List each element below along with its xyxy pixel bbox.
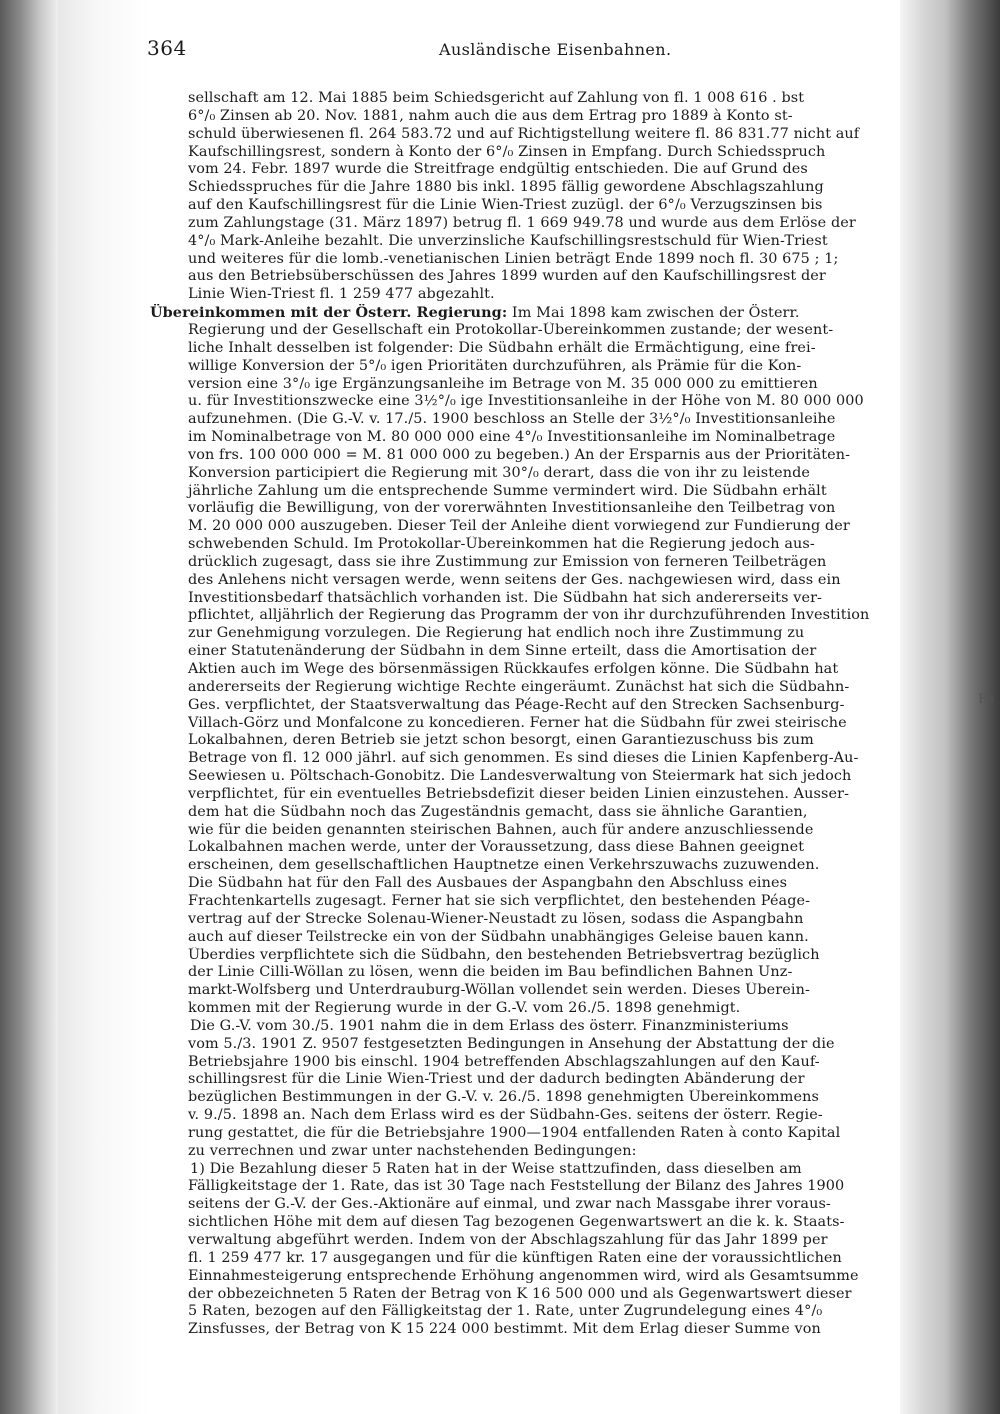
text-line (150, 126, 930, 144)
text-line (150, 875, 930, 893)
text-line (150, 1178, 930, 1196)
line-text: v. 9./5. 1898 an. Nach dem Erlass wird es der Südbahn-Ges. seitens der österr. Regie- (188, 1107, 823, 1124)
line-text: markt-Wolfsberg und Unterdrauburg-Wöllan vollendet sein werden. Dieses Überein- (188, 982, 810, 999)
line-text: Fälligkeitstage der 1. Rate, das ist 30 Tage nach Feststellung der Bilanz des Jahres 1900 (188, 1178, 845, 1195)
text-line (150, 144, 930, 162)
text-line (150, 233, 930, 251)
line-text: schwebenden Schuld. Im Protokollar-Übereinkommen hat die Regierung jedoch aus- (188, 536, 815, 553)
line-text: Betriebsjahre 1900 bis einschl. 1904 betreffenden Abschlagszahlungen auf den Kauf- (188, 1053, 820, 1070)
line-text: jährliche Zahlung um die entsprechende Summe vermindert wird. Die Südbahn erhält (188, 482, 827, 499)
running-title: Ausländische Eisenbahnen. (439, 40, 672, 59)
line-text: erscheinen, dem gesellschaftlichen Hauptnetze einen Verkehrszuwachs zuzuwenden. (188, 857, 820, 874)
line-text: vom 24. Febr. 1897 wurde die Streitfrage endgültig entschieden. Die auf Grund des (188, 161, 808, 178)
line-text: von frs. 100 000 000 = M. 81 000 000 zu begeben.) An der Ersparnis aus der Prioritäten- (188, 446, 851, 463)
text-line (150, 732, 930, 750)
line-text: schillingsrest für die Linie Wien-Triest und der dadurch bedingten Abänderung der (188, 1071, 805, 1088)
line-text: Frachtenkartells zugesagt. Ferner hat sie sich verpflichtet, den bestehenden Péage- (188, 892, 811, 909)
text-line (150, 376, 930, 394)
text-line (150, 1214, 930, 1232)
text-line (150, 483, 930, 501)
text-line (150, 1089, 930, 1107)
text-line (150, 90, 930, 108)
text-line (150, 964, 930, 982)
line-text: Regierung und der Gesellschaft ein Protokollar-Übereinkommen zustande; der wesent- (188, 321, 834, 338)
text-line (150, 429, 930, 447)
line-text: Im Mai 1898 kam zwischen der Österr. (507, 305, 800, 322)
line-text: zum Zahlungstage (31. März 1897) betrug fl. 1 669 949.78 und wurde aus dem Erlöse der (188, 214, 856, 231)
text-line (150, 554, 930, 572)
line-text: kommen mit der Regierung wurde in der G.-V. vom 26./5. 1898 genehmigt. (188, 1000, 741, 1017)
line-text: verwaltung abgeführt werden. Indem von der Abschlagszahlung für das Jahr 1899 per (188, 1232, 828, 1248)
text-line (150, 679, 930, 697)
text-line (150, 1303, 930, 1321)
text-line (150, 625, 930, 643)
line-text: Investitionsbedarf thatsächlich vorhanden ist. Die Südbahn hat sich andererseits ver- (188, 589, 823, 606)
text-line (150, 322, 930, 340)
line-text: sichtlichen Höhe mit dem auf diesen Tag bezogenen Gegenwartswert an die k. k. Staats- (188, 1214, 845, 1231)
text-line (150, 1321, 930, 1339)
text-line (150, 1232, 930, 1250)
line-text: auf den Kaufschillingsrest für die Linie Wien-Triest zuzügl. der 6°/₀ Verzugszinsen bis (188, 197, 823, 214)
line-text: einer Statutenänderung der Südbahn in dem Sinne erteilt, dass die Amortisation der (188, 643, 817, 660)
line-text: schuld überwiesenen fl. 264 583.72 und auf Richtigstellung weitere fl. 86 831.77 nicht auf (188, 125, 860, 142)
scan-paper-edge-left (58, 0, 150, 1414)
text-line (150, 1107, 930, 1125)
text-line (150, 518, 930, 536)
text-line (150, 697, 930, 715)
line-text: Betrage von fl. 12 000 jährl. auf sich genommen. Es sind dieses die Linien Kapfenberg-Au- (188, 750, 859, 767)
text-line (150, 768, 930, 786)
line-text: vertrag auf der Strecke Solenau-Wiener-Neustadt zu lösen, sodass die Aspangbahn (188, 910, 804, 927)
line-text: auch auf dieser Teilstrecke ein von der Südbahn unabhängiges Geleise bauen kann. (188, 928, 809, 945)
text-line (150, 947, 930, 965)
text-line (150, 1125, 930, 1143)
line-text: version eine 3°/₀ ige Ergänzungsanleihe im Betrage von M. 35 000 000 zu emittieren (188, 375, 818, 392)
text-line (150, 572, 930, 590)
line-text: Linie Wien-Triest fl. 1 259 477 abgezahlt. (188, 286, 495, 303)
line-text: Aktien auch im Wege des börsenmässigen Rückkaufes erfolgen könne. Die Südbahn hat (188, 661, 839, 677)
text-line (150, 179, 930, 197)
text-line (150, 750, 930, 768)
text-line (150, 268, 930, 286)
text-line (150, 465, 930, 483)
line-text: dem hat die Südbahn noch das Zugeständnis gemacht, dass sie ähnliche Garantien, (188, 803, 808, 820)
text-line (150, 982, 930, 1000)
text-line (150, 857, 930, 875)
line-text: liche Inhalt desselben ist folgender: Die Südbahn erhält die Ermächtigung, eine frei- (188, 339, 816, 356)
page-number: 364 (147, 36, 187, 60)
line-text: rung gestattet, die für die Betriebsjahre 1900—1904 entfallenden Raten à conto Kapital (188, 1124, 841, 1141)
margin-note: Fe (978, 692, 995, 707)
line-text: Überdies verpflichtete sich die Südbahn, den bestehenden Betriebsvertrag bezüglich (188, 946, 820, 963)
line-text: des Anlehens nicht versagen werde, wenn seitens der Ges. nachgewiesen wird, dass ein (188, 571, 841, 588)
line-text: Die G.-V. vom 30./5. 1901 nahm die in dem Erlass des österr. Finanzministeriums (190, 1017, 789, 1034)
text-line (150, 411, 930, 429)
text-line (150, 161, 930, 179)
line-text: willige Konversion der 5°/₀ igen Prioritäten durchzuführen, als Prämie für die Kon- (188, 357, 802, 374)
line-text: Lokalbahnen, deren Betrieb sie jetzt schon besorgt, einen Garantiezuschuss bis zum (188, 732, 814, 749)
line-text: 6°/₀ Zinsen ab 20. Nov. 1881, nahm auch die aus dem Ertrag pro 1889 à Konto st- (188, 107, 793, 124)
text-line (150, 786, 930, 804)
section-heading: Übereinkommen mit der Österr. Regierung: (150, 304, 508, 322)
text-line (150, 1196, 930, 1214)
text-line (150, 1054, 930, 1072)
line-text: Konversion participiert die Regierung mit 30°/₀ derart, dass die von ihr zu leistende (188, 464, 811, 481)
body-text (150, 90, 930, 1339)
text-line (150, 1036, 930, 1054)
text-line (150, 286, 930, 304)
line-text: aufzunehmen. (Die G.-V. v. 17./5. 1900 beschloss an Stelle der 3½°/₀ Investitionsanleihe (188, 411, 836, 428)
text-line (150, 215, 930, 233)
text-line (150, 929, 930, 947)
line-text: Villach-Görz und Monfalcone zu koncedieren. Ferner hat die Südbahn für zwei steirische (188, 714, 847, 731)
line-text: vorläufig die Bewilligung, von der vorerwähnten Investitionsanleihe den Teilbetrag von (188, 500, 836, 517)
text-line (150, 536, 930, 554)
line-text: 5 Raten, bezogen auf den Fälligkeitstag der 1. Rate, unter Zugrundelegung eines 4°/₀ (188, 1303, 823, 1320)
line-text: der Linie Cilli-Wöllan zu lösen, wenn die beiden im Bau befindlichen Bahnen Unz- (188, 964, 793, 981)
text-line (150, 804, 930, 822)
text-line (150, 643, 930, 661)
line-text: 1) Die Bezahlung dieser 5 Raten hat in der Weise stattzufinden, dass dieselben am (190, 1160, 802, 1177)
line-text: M. 20 000 000 auszugeben. Dieser Teil der Anleihe dient vorwiegend zur Fundierung der (188, 518, 850, 535)
line-text: seitens der G.-V. der Ges.-Aktionäre auf einmal, und zwar nach Massgabe ihrer voraus- (188, 1196, 831, 1213)
line-text: u. für Investitionszwecke eine 3½°/₀ ige Investitionsanleihe in der Höhe von M. 80 000 000 (188, 393, 864, 410)
text-line (150, 715, 930, 733)
line-text: 4°/₀ Mark-Anleihe bezahlt. Die unverzinsliche Kaufschillingsrestschuld für Wien-Triest (188, 232, 828, 249)
text-line (150, 1071, 930, 1089)
line-text: Ges. verpflichtet, der Staatsverwaltung das Péage-Recht auf den Strecken Sachsenburg- (188, 696, 845, 713)
page-header (147, 36, 907, 66)
line-text: verpflichtet, für ein eventuelles Betriebsdefizit dieser beiden Linien einzustehen. Ausser- (188, 785, 850, 802)
line-text: zur Genehmigung vorzulegen. Die Regierung hat endlich noch ihre Zustimmung zu (188, 625, 805, 642)
line-text: zu verrechnen und zwar unter nachstehenden Bedingungen: (188, 1142, 637, 1159)
text-line (150, 607, 930, 625)
text-line (150, 1143, 930, 1161)
line-text: und weiteres für die lomb.-venetianischen Linien beträgt Ende 1899 noch fl. 30 675 ; 1; (188, 250, 839, 267)
text-line (150, 108, 930, 126)
text-line (150, 447, 930, 465)
line-text: Die Südbahn hat für den Fall des Ausbaues der Aspangbahn den Abschluss eines (188, 875, 788, 892)
text-line (150, 893, 930, 911)
text-line (150, 661, 930, 679)
text-line (150, 251, 930, 269)
line-text: der obbezeichneten 5 Raten der Betrag von K 16 500 000 und als Gegenwartswert dieser (188, 1285, 852, 1302)
line-text: Kaufschillingsrest, sondern à Konto der 6°/₀ Zinsen in Empfang. Durch Schiedsspruch (188, 143, 826, 160)
text-line (150, 839, 930, 857)
line-text: fl. 1 259 477 kr. 17 ausgegangen und für die künftigen Raten eine der voraussichtlichen (188, 1249, 842, 1266)
line-text: pflichtet, alljährlich der Regierung das Programm der von ihr durchzuführenden Investition (188, 607, 870, 624)
text-line (150, 358, 930, 376)
line-text: Seewiesen u. Pöltschach-Gonobitz. Die Landesverwaltung von Steiermark hat sich jedoch (188, 768, 852, 785)
line-text: sellschaft am 12. Mai 1885 beim Schiedsgericht auf Zahlung von fl. 1 008 616 . bst (188, 90, 805, 106)
text-line (150, 1268, 930, 1286)
text-line (150, 822, 930, 840)
text-line (150, 1161, 930, 1179)
scan-binding-shadow-left (0, 0, 58, 1414)
line-text: bezüglichen Bestimmungen in der G.-V. v. 26./5. 1898 genehmigten Übereinkommens (188, 1089, 820, 1106)
text-line (150, 393, 930, 411)
line-text: aus den Betriebsüberschüssen des Jahres 1899 wurden auf den Kaufschillingsrest der (188, 268, 826, 285)
line-text: Einnahmesteigerung entsprechende Erhöhung angenommen wird, wird als Gesamtsumme (188, 1267, 859, 1284)
text-line (150, 1000, 930, 1018)
line-text: Schiedsspruches für die Jahre 1880 bis inkl. 1895 fällig gewordene Abschlagszahlung (188, 179, 824, 196)
text-line (150, 911, 930, 929)
text-line (150, 340, 930, 358)
text-line (150, 500, 930, 518)
line-text: drücklich zugesagt, dass sie ihre Zustimmung zur Emission von ferneren Teilbeträgen (188, 553, 827, 570)
text-line (150, 1250, 930, 1268)
text-line (150, 197, 930, 215)
text-line (150, 1018, 930, 1036)
line-text: Zinsfusses, der Betrag von K 15 224 000 bestimmt. Mit dem Erlag dieser Summe von (188, 1321, 821, 1338)
line-text: vom 5./3. 1901 Z. 9507 festgesetzten Bedingungen in Ansehung der Abstattung der die (188, 1035, 835, 1052)
text-line (150, 1286, 930, 1304)
text-line (150, 304, 930, 322)
line-text: andererseits der Regierung wichtige Rechte eingeräumt. Zunächst hat sich die Südbahn- (188, 678, 850, 695)
text-line (150, 590, 930, 608)
line-text: Lokalbahnen machen werde, unter der Voraussetzung, dass diese Bahnen geeignet (188, 839, 805, 856)
line-text: wie für die beiden genannten steirischen Bahnen, auch für andere anzuschliessende (188, 821, 814, 838)
line-text: im Nominalbetrage von M. 80 000 000 eine 4°/₀ Investitionsanleihe im Nominalbetrage (188, 429, 836, 446)
